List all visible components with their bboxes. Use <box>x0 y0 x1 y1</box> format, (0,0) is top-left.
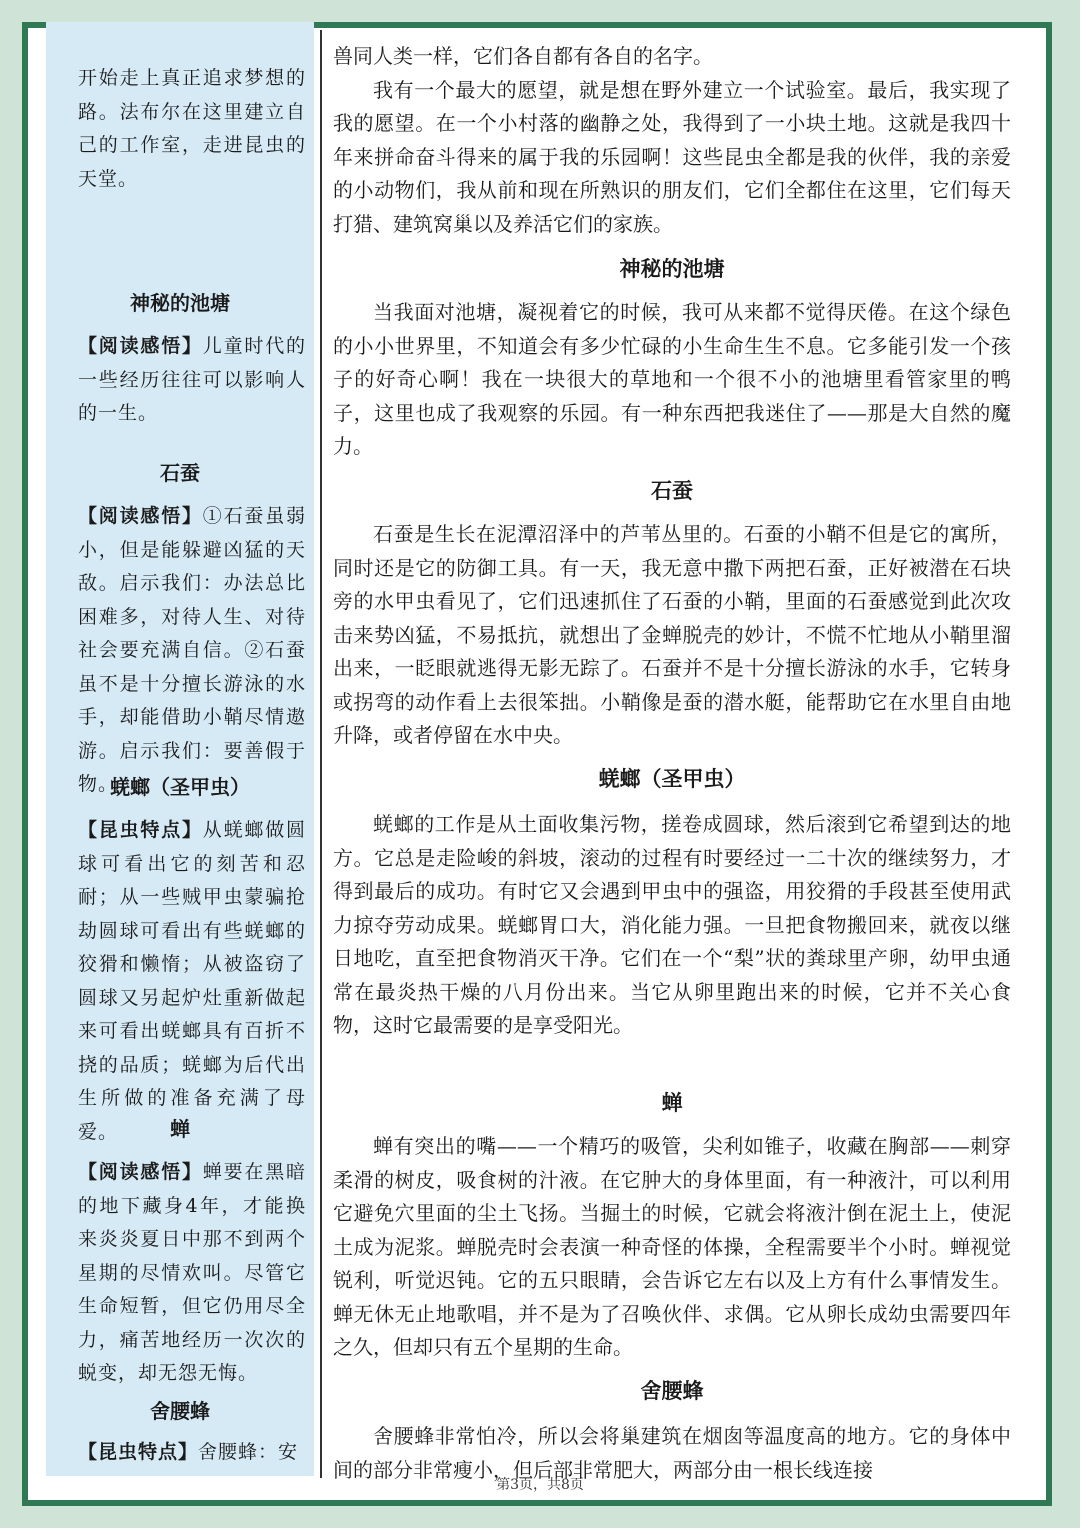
note-tag: 【阅读感悟】 <box>78 1161 203 1183</box>
note-text: 儿童时代的一些经历往往可以影响人的一生。 <box>78 335 306 424</box>
sidebar-note-dung-beetle <box>78 814 306 1149</box>
section-body-pond <box>333 296 1011 464</box>
section-heading-wasp: 舍腰蜂 <box>640 1379 704 1403</box>
section-heading-dung-beetle: 蜣螂（圣甲虫） <box>598 767 746 791</box>
section-body-caddisfly <box>333 518 1011 753</box>
sidebar-heading-caddisfly: 石蚕 <box>160 461 200 485</box>
sidebar-heading-dung-beetle: 蜣螂（圣甲虫） <box>110 775 250 799</box>
note-text: 舍腰蜂：安 <box>198 1441 299 1463</box>
paragraph: 蝉有突出的嘴——一个精巧的吸管，尖利如锥子，收藏在胸部——刺穿柔滑的树皮，吸食树的汁液。在它肿大的身体里面，有一种液汁，可以利用它避免穴里面的尘土飞扬。当掘土的时候，它就会将液汁倒在泥土上，使泥土成为泥浆。蝉脱壳时会表演一种奇怪的体操，全程需要半个小时。蝉视觉锐利，听觉迟钝。它的五只眼睛，会告诉它左右以及上方有什么事情发生。蝉无休无止地歌唱，并不是为了召唤伙伴、求偶。它从卵长成幼虫需要四年之久，但却只有五个星期的生命。 <box>333 1134 1011 1359</box>
paragraph: 蜣螂的工作是从土面收集污物，搓卷成圆球，然后滚到它希望到达的地方。它总是走险峻的斜坡，滚动的过程有时要经过一二十次的继续努力，才得到最后的成功。有时它又会遇到甲虫中的强盗，用狡猾的手段甚至使用武力掠夺劳动成果。蜣螂胃口大，消化能力强。一旦把食物搬回来，就夜以继日地吃，直至把食物消灭干净。它们在一个“梨”状的粪球里产卵，幼甲虫通常在最炎热干燥的八月份出来。当它从卵里跑出来的时候，它并不关心食物，这时它最需要的是享受阳光。 <box>333 812 1011 1037</box>
sidebar-note-cicada <box>78 1156 306 1391</box>
note-tag: 【阅读感悟】 <box>78 335 203 357</box>
note-text: 从蜣螂做圆球可看出它的刻苦和忍耐；从一些贼甲虫蒙骗抢劫圆球可看出有些蜣螂的狡猾和懒惰；从被盗窃了圆球又另起炉灶重新做起来可看出蜣螂具有百折不挠的品质；蜣螂为后代出生所做的准备充满了母爱。 <box>78 819 306 1143</box>
sidebar-heading-pond: 神秘的池塘 <box>130 291 230 315</box>
note-tag: 【阅读感悟】 <box>78 505 203 527</box>
page-number: 第3页，共8页 <box>496 1477 584 1493</box>
sidebar-note-caddisfly <box>78 500 306 802</box>
paragraph: 兽同人类一样，它们各自都有各自的名字。 <box>333 44 713 68</box>
sidebar-note-wasp <box>78 1436 306 1470</box>
note-text: ①石蚕虽弱小，但是能躲避凶猛的天敌。启示我们：办法总比困难多，对待人生、对待社会要充满自信。②石蚕虽不是十分擅长游泳的水手，却能借助小鞘尽情遨游。启示我们：要善假于物。 <box>78 505 306 795</box>
note-tag: 【昆虫特点】 <box>78 819 203 841</box>
section-heading-caddisfly: 石蚕 <box>651 479 693 503</box>
note-tag: 【昆虫特点】 <box>78 1441 199 1463</box>
section-body-dung-beetle <box>333 808 1011 1043</box>
main-intro <box>333 40 1011 241</box>
sidebar-heading-wasp: 舍腰蜂 <box>150 1399 210 1423</box>
section-heading-pond: 神秘的池塘 <box>619 257 725 281</box>
paragraph: 我有一个最大的愿望，就是想在野外建立一个试验室。最后，我实现了我的愿望。在一个小村落的幽静之处，我得到了一小块土地。这就是我四十年来拼命奋斗得来的属于我的乐园啊！这些昆虫全都是我的伙伴，我的亲爱的小动物们，我从前和现在所熟识的朋友们，它们全都住在这里，它们每天打猎、建筑窝巢以及养活它们的家族。 <box>333 77 1011 236</box>
sidebar-heading-cicada: 蝉 <box>170 1117 190 1141</box>
section-body-cicada <box>333 1130 1011 1365</box>
note-text: 蝉要在黑暗的地下藏身4年，才能换来炎炎夏日中那不到两个星期的尽情欢叫。尽管它生命短暂，但它仍用尽全力，痛苦地经历一次次的蜕变，却无怨无悔。 <box>78 1161 306 1384</box>
paragraph: 舍腰蜂非常怕冷，所以会将巢建筑在烟囱等温度高的地方。它的身体中间的部分非常瘦小，但后部非常肥大，两部分由一根长线连接 <box>333 1424 1011 1482</box>
sidebar-note-pond <box>78 330 306 431</box>
column-divider <box>320 30 322 1478</box>
paragraph: 石蚕是生长在泥潭沼泽中的芦苇丛里的。石蚕的小鞘不但是它的寓所，同时还是它的防御工具。有一天，我无意中撒下两把石蚕，正好被潜在石块旁的水甲虫看见了，它们迅速抓住了石蚕的小鞘，里面的石蚕感觉到此次攻击来势凶猛，不易抵抗，就想出了金蝉脱壳的妙计，不慌不忙地从小鞘里溜出来，一眨眼就逃得无影无踪了。石蚕并不是十分擅长游泳的水手，它转身或拐弯的动作看上去很笨拙。小鞘像是蚕的潜水艇，能帮助它在水里自由地升降，或者停留在水中央。 <box>333 522 1011 747</box>
paragraph: 当我面对池塘，凝视着它的时候，我可从来都不觉得厌倦。在这个绿色的小小世界里，不知道会有多少忙碌的小生命生生不息。它多能引发一个孩子的好奇心啊！我在一块很大的草地和一个很不小的池塘里看管家里的鸭子，这里也成了我观察的乐园。有一种东西把我迷住了——那是大自然的魔力。 <box>333 300 1011 458</box>
section-heading-cicada: 蝉 <box>661 1091 683 1115</box>
sidebar-intro: 开始走上真正追求梦想的路。法布尔在这里建立自己的工作室，走进昆虫的天堂。 <box>78 67 306 190</box>
